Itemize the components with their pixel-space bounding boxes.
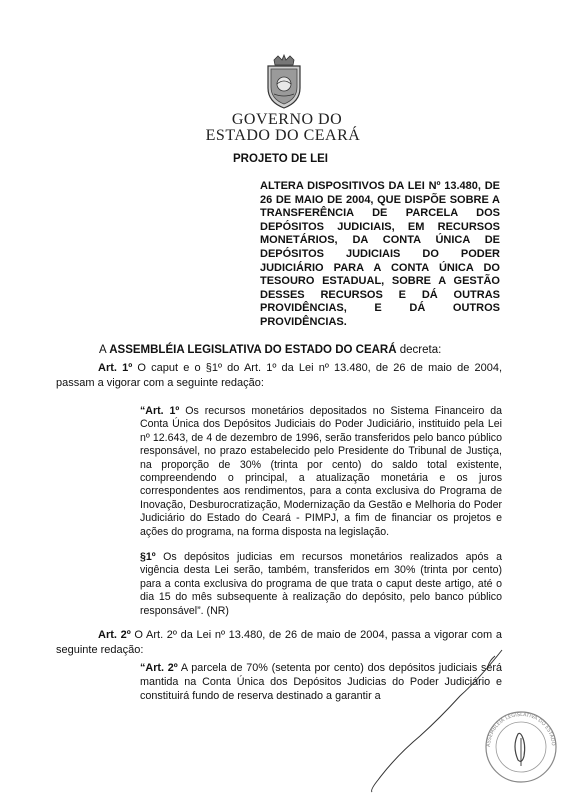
article-2-text: O Art. 2º da Lei nº 13.480, de 26 de maio de 2004, passa a vigorar com a seguinte redação: (56, 629, 502, 656)
enacting-suffix: decreta: (396, 344, 442, 356)
article-1-text: O caput e o §1º do Art. 1º da Lei nº 13.480, de 26 de maio de 2004, passam a vigorar com a seguinte redação: (56, 362, 503, 389)
bill-summary: ALTERA DISPOSITIVOS DA LEI Nº 13.480, DE 26 DE MAIO DE 2004, QUE DISPÕE SOBRE A TRANSFERÊNCIA DE PARCELA DOS DEPÓSITOS JUDICIAIS, EM RECURSOS MONETÁRIOS, DA CONTA ÚNICA DE DEPÓSITOS JUDICIAIS DO PODER JUDICIÁRIO PARA A CONTA ÚNICA DO TESOURO ESTADUAL, SOBRE A GESTÃO DESSES RECURSOS E DÁ OUTRAS PROVIDÊNCIAS, E DÁ OUTROS PROVIDÊNCIAS. (260, 180, 500, 328)
quoted-paragraph-1 (140, 551, 502, 618)
quoted-article-1-text: Os recursos monetários depositados no Sistema Financeiro da Conta Única dos Depósitos Judiciais do Poder Judiciário, instituido pela Lei nº 12.643, de 4 de dezembro de 1996, serão transferidos pelo banco público responsável, no prazo estabelecido pelo Presidente do Tribunal de Justiça, na proporção de 30% (trinta por cento) do saldo total existente, compreendendo o principal, a atualização monetária e os juros correspondentes aos rendimentos, para a conta exclusiva do Programa de Inovação, Desburocratização, Modernização da Gestão e Melhoria do Poder Judiciário do Estado do Ceará - PIMPJ, a fim de financiar os projetos e ações do programa, na forma disposta na legislação. (140, 405, 503, 538)
legislature-name: ASSEMBLÉIA LEGISLATIVA DO ESTADO DO CEARÁ (109, 344, 397, 356)
quoted-article-1-label: “Art. 1º (140, 405, 180, 417)
government-line-1: GOVERNO DO (231, 111, 343, 128)
stamp-ring-text: ASSEMBLÉIA LEGISLATIVA DO ESTADO (485, 711, 557, 748)
state-coat-of-arms-icon (260, 54, 308, 110)
assembly-seal-stamp (482, 708, 560, 786)
article-2-label: Art. 2º (98, 629, 131, 641)
enacting-prefix: A (99, 344, 110, 356)
quoted-paragraph-1-label: §1º (140, 551, 156, 563)
quoted-paragraph-1-text: Os depósitos judicias em recursos monetários realizados após a vigência desta Lei serão, também, transferidos em 30% (trinta por cento) para a conta exclusiva do programa de que trata o caput deste artigo, até o dia 15 do mês subsequente à realização do depósito, pelo banco público responsável”. (NR) (140, 551, 502, 617)
quoted-article-2-text: A parcela de 70% (setenta por cento) dos depósitos judiciais será mantida na Conta Única dos Depósitos Judicias do Poder Judiciário e constituirá fundo de reserva destinado a garantir a (140, 662, 502, 702)
svg-text:ASSEMBLÉIA LEGISLATIVA DO ESTA (482, 708, 556, 747)
enacting-clause (99, 344, 441, 356)
article-1-label: Art. 1º (98, 362, 133, 374)
quoted-article-2-label: “Art. 2º (140, 662, 178, 674)
article-1 (56, 361, 502, 390)
quoted-article-1 (140, 405, 502, 539)
government-line-2: ESTADO DO CEARÁ (205, 127, 361, 144)
document-title: PROJETO DE LEI (233, 153, 329, 165)
